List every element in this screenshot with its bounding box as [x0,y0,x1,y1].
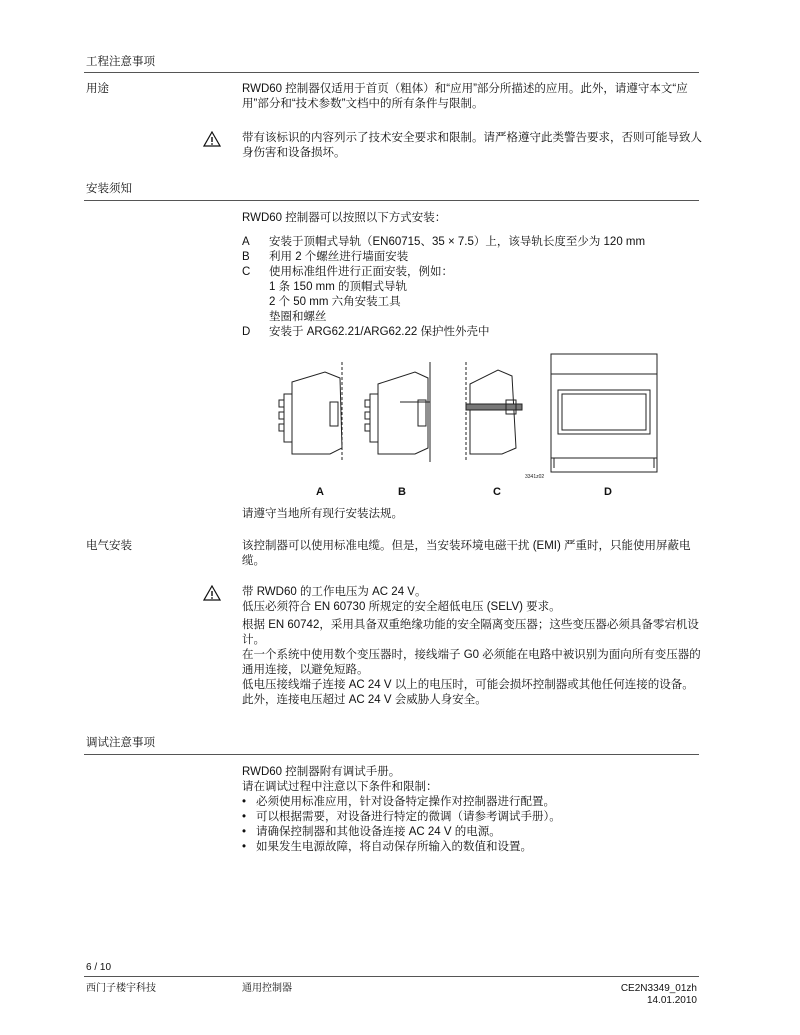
footer-doc-id: CE2N3349_01zh [620,983,697,994]
usage-warning-text: 带有该标识的内容列示了技术安全要求和限制。请严格遵守此类警告要求，否则可能导致人身伤害和设备损坏。 [242,132,702,159]
diagram-c [466,362,522,462]
warning-line: 低压必须符合 EN 60730 所规定的安全超低电压 (SELV) 要求。 [242,601,561,613]
electrical-text: 该控制器可以使用标准电缆。但是，当安装环境电磁干扰 (EMI) 严重时，只能使用屏蔽电缆。 [242,540,691,567]
mounting-diagram [270,350,690,500]
footer-rule [84,976,699,977]
footer-doc-title: 通用控制器 [242,983,292,994]
commissioning-line: 请在调试过程中注意以下条件和限制： [242,781,438,793]
electrical-label: 电气安装 [86,540,132,552]
commissioning-rule [84,754,699,755]
mounting-intro: RWD60 控制器可以按照以下方式安装： [242,212,447,224]
figure-label-a: A [316,486,324,498]
figure-label-b: B [398,486,406,498]
figure-label-c: C [493,486,501,498]
list-item: D 安装于 ARG62.21/ARG62.22 保护性外壳中 [242,326,490,338]
page-number: 6 / 10 [86,962,112,973]
diagram-d [551,354,657,472]
sub-item: 2 个 50 mm 六角安装工具 [269,296,401,308]
commissioning-line: RWD60 控制器附有调试手册。 [242,766,401,778]
warning-icon [203,131,221,147]
usage-label: 用途 [86,83,109,95]
commissioning-section-title: 调试注意事项 [86,737,155,749]
mounting-section-title: 安装须知 [86,183,132,195]
diagram-a [279,362,342,462]
page-header-title: 工程注意事项 [86,56,155,68]
header-rule [84,72,699,73]
bullet-item: • 必须使用标准应用，针对设备特定操作对控制器进行配置。 [242,796,555,808]
sub-item: 1 条 150 mm 的顶帽式导轨 [269,281,408,293]
list-item: C 使用标准组件进行正面安装，例如： [242,266,453,278]
mounting-list [242,235,702,340]
usage-text: RWD60 控制器仅适用于首页（粗体）和“应用”部分所描述的应用。此外，请遵守本文“应用”部分和“技术参数”文档中的所有条件与限制。 [242,83,688,110]
sub-item: 垫圈和螺丝 [269,311,327,323]
diagram-b [365,362,430,462]
warning-line: 低电压接线端子连接 AC 24 V 以上的电压时，可能会损坏控制器或其他任何连接的设备。此外，连接电压超过 AC 24 V 会威胁人身安全。 [242,679,694,706]
warning-icon [203,585,221,601]
bullet-item: • 可以根据需要，对设备进行特定的微调（请参考调试手册）。 [242,811,561,823]
electrical-warnings [242,585,702,708]
diagram-code: 3341z02 [525,474,545,480]
list-item: B 利用 2 个螺丝进行墙面安装 [242,251,409,263]
warning-line: 带 RWD60 的工作电压为 AC 24 V。 [242,586,427,598]
warning-line: 根据 EN 60742，采用具备双重绝缘功能的安全隔离变压器；这些变压器必须具备零宕机设计。 [242,619,699,646]
list-item: A 安装于顶帽式导轨（EN60715、35 × 7.5）上，该导轨长度至少为 120 mm [242,236,646,248]
figure-label-d: D [604,486,612,498]
mounting-regulations: 请遵守当地所有现行安装法规。 [242,508,403,520]
bullet-item: • 请确保控制器和其他设备连接 AC 24 V 的电源。 [242,826,501,838]
commissioning-body [242,765,702,855]
mounting-rule [84,200,699,201]
bullet-item: • 如果发生电源故障，将自动保存所输入的数值和设置。 [242,841,532,853]
warning-line: 在一个系统中使用数个变压器时，接线端子 G0 必须能在电路中被识别为面向所有变压器的通用连接，以避免短路。 [242,649,701,676]
footer-date: 14.01.2010 [646,995,697,1006]
footer-company: 西门子楼宇科技 [86,983,156,994]
